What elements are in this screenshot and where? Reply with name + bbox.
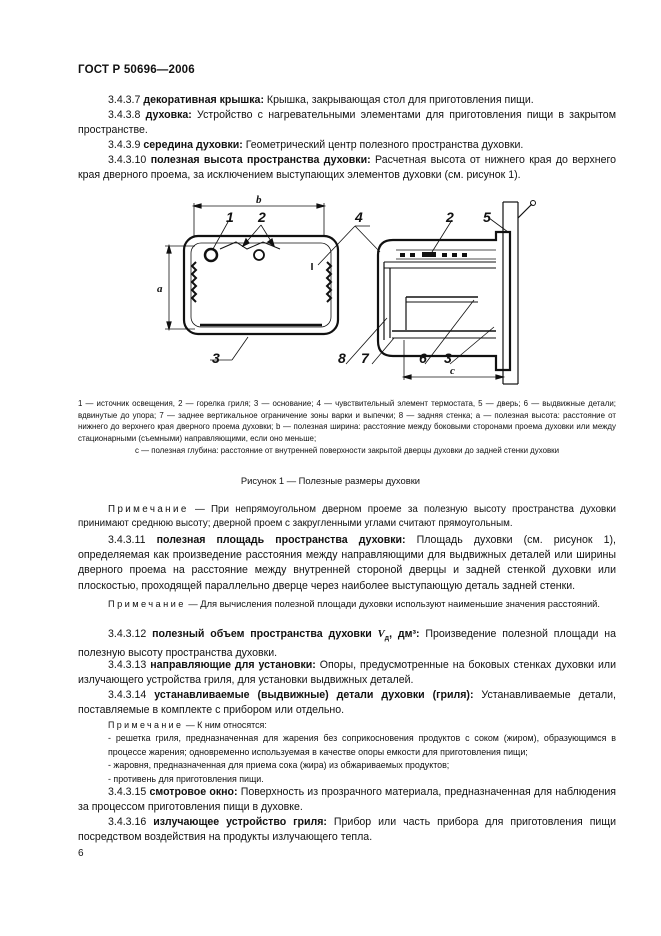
note-item: - жаровня, предназначенная для приема сока (жира) из обжариваемых продуктов;: [108, 760, 450, 771]
page-number: 6: [78, 848, 84, 859]
standard-header: ГОСТ Р 50696—2006: [78, 64, 195, 76]
note-label: Примечание: [108, 720, 184, 730]
clause-term: направляющие для установки:: [150, 659, 316, 671]
note-1: [78, 503, 616, 531]
note-2: [78, 598, 616, 612]
figure-label-1: 1: [226, 209, 234, 225]
clause-number: 3.4.3.16: [108, 816, 147, 828]
clause-3-4-3-16: [78, 815, 616, 845]
clause-text: Прибор или часть прибора для приготовления пищи посредством воздействия на продукты излучающего тепла.: [78, 816, 616, 844]
figure-label-6: 6: [419, 350, 427, 366]
clause-term: середина духовки:: [143, 139, 243, 151]
clause-term: излучающее устройство гриля:: [153, 816, 327, 828]
clause-text: Площадь духовки (см. рисунок 1), определяемая как произведение расстояния между направляющими для выдвижных деталей или ширины дверного проема на расстояние между внутренней стороной дверцы и задней стенкой духовки или плоскостью, проходящей параллельно дверце через наиболее выступающую деталь задней стенки.: [78, 534, 617, 592]
figure-label-8: 8: [338, 350, 346, 366]
clause-term: полезная высота пространства духовки:: [150, 154, 371, 166]
clause-number: 3.4.3.7: [108, 94, 141, 106]
figure-label-4: 4: [355, 209, 363, 225]
figure-legend: [78, 398, 616, 457]
note-label: Примечание: [108, 504, 189, 515]
figure-label-5: 5: [483, 209, 491, 225]
clause-3-4-3-15: [78, 785, 616, 815]
volume-symbol: V: [377, 629, 385, 640]
clause-term: полезная площадь пространства духовки:: [156, 534, 406, 546]
dimension-c-label: c: [450, 365, 455, 377]
clause-text: Опоры, предусмотренные на боковых стенках духовки или излучающего устройства гриля, для установки выдвижных деталей.: [78, 659, 616, 687]
note-label: Примечание: [108, 599, 186, 609]
clause-term: устанавливаемые (выдвижные) детали духовки (гриля):: [154, 689, 474, 701]
light-source-icon: [205, 249, 217, 261]
figure-label-3-side: 3: [444, 350, 452, 366]
figure-label-3: 3: [212, 350, 220, 366]
clause-term: декоративная крышка:: [143, 94, 264, 106]
clause-text: Поверхность из прозрачного материала, предназначенная для наблюдения за процессом приготовления пищи в духовке.: [78, 786, 617, 814]
oven-dimensions-figure: [0, 0, 661, 400]
clause-3-4-3-13: [78, 658, 616, 688]
clause-term: смотровое окно:: [149, 786, 238, 798]
clause-number: 3.4.3.12: [108, 628, 147, 640]
clause-number: 3.4.3.9: [108, 139, 141, 151]
note-3: [78, 719, 616, 786]
clause-text: Устройство с нагревательными элементами для приготовления пищи в закрытом пространстве.: [78, 109, 616, 137]
clause-text: Крышка, закрывающая стол для приготовления пищи.: [263, 94, 534, 106]
clause-number: 3.4.3.10: [108, 154, 147, 166]
volume-unit: , дм³:: [389, 628, 420, 640]
figure-legend-text: 1 — источник освещения, 2 — горелка гриля; 3 — основание; 4 — чувствительный элемент термостата, 5 — дверь; 6 — выдвижные детали; вдвинутые до упора; 7 — заднее вертикальное ограничение зоны варки и выпечки; 8 — задняя стенка; а — полезная высота: расстояние от нижнего до верхнего края дверного проема духовки; b — полезная ширина: расстояние между боковыми сторонами проема духовки или между стационарными (съемными) направляющими, если оно меньше;: [78, 399, 616, 444]
dimension-b-label: b: [256, 194, 262, 206]
clause-text: Геометрический центр полезного пространства духовки.: [242, 139, 524, 151]
note-text: — Для вычисления полезной площади духовки используют наименьшие значения расстояний.: [185, 599, 600, 609]
figure-label-7: 7: [361, 350, 369, 366]
note-text: — При непрямоугольном дверном проеме за полезную высоту пространства духовки принимают среднюю высоту; дверной проем с закругленными углами считают прямоугольным.: [78, 504, 616, 529]
clause-3-4-3-11: [78, 533, 616, 594]
note-item: - решетка гриля, предназначенная для жарения без соприкосновения продуктов с соком (жиром), образующимся в процессе жарения; одновременно используемая в качестве опоры емкости для приготовления пищи;: [108, 733, 616, 757]
clause-term: духовка:: [145, 109, 192, 121]
figure-caption: Рисунок 1 — Полезные размеры духовки: [240, 475, 421, 486]
clause-text: Произведение полезной площади на полезную высоту пространства духовки.: [78, 628, 616, 660]
dimension-a-label: a: [157, 283, 163, 295]
clause-term: полезный объем пространства духовки: [152, 628, 372, 640]
clause-number: 3.4.3.11: [108, 534, 146, 546]
clause-text: Устанавливаемые детали, поставляемые в комплекте с прибором или отдельно.: [78, 689, 616, 717]
figure-label-2: 2: [258, 209, 266, 225]
clause-number: 3.4.3.8: [108, 109, 141, 121]
clause-3-4-3-12: [78, 627, 616, 662]
note-item: - противень для приготовления пищи.: [108, 773, 264, 784]
clause-number: 3.4.3.13: [108, 659, 147, 671]
volume-subscript: д: [384, 635, 390, 643]
note-text: — К ним относятся:: [183, 720, 267, 730]
figure-legend-last: с — полезная глубина: расстояние от внутренней поверхности закрытой дверцы духовки до задней стенки духовки: [134, 445, 560, 455]
clause-number: 3.4.3.14: [108, 689, 147, 701]
figure-label-2-side: 2: [446, 209, 454, 225]
clause-3-4-3-14: [78, 688, 616, 718]
clause-text: Расчетная высота от нижнего края до верхнего края дверного проема, за исключением выступающих элементов духовки (см. рисунок 1).: [78, 154, 617, 182]
clause-number: 3.4.3.15: [108, 786, 147, 798]
